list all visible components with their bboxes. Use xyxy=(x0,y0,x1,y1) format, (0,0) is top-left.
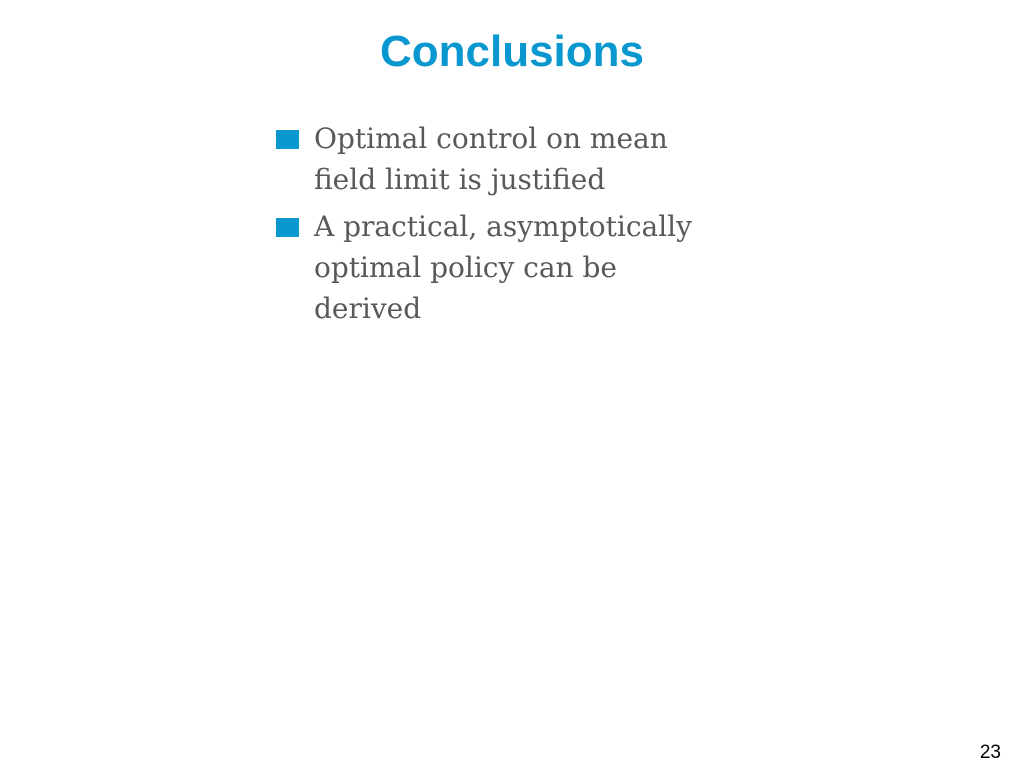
bullet-list xyxy=(276,118,716,335)
square-bullet-icon xyxy=(276,130,299,149)
slide-title: Conclusions xyxy=(379,27,645,76)
bullet-text: A practical, asymptotically optimal policy can be derived xyxy=(314,210,692,325)
slide-number: 23 xyxy=(979,742,1001,763)
bullet-item xyxy=(276,118,716,200)
bullet-item xyxy=(276,206,716,329)
bullet-text: Optimal control on mean field limit is justified xyxy=(314,122,668,196)
square-bullet-icon xyxy=(276,218,299,237)
